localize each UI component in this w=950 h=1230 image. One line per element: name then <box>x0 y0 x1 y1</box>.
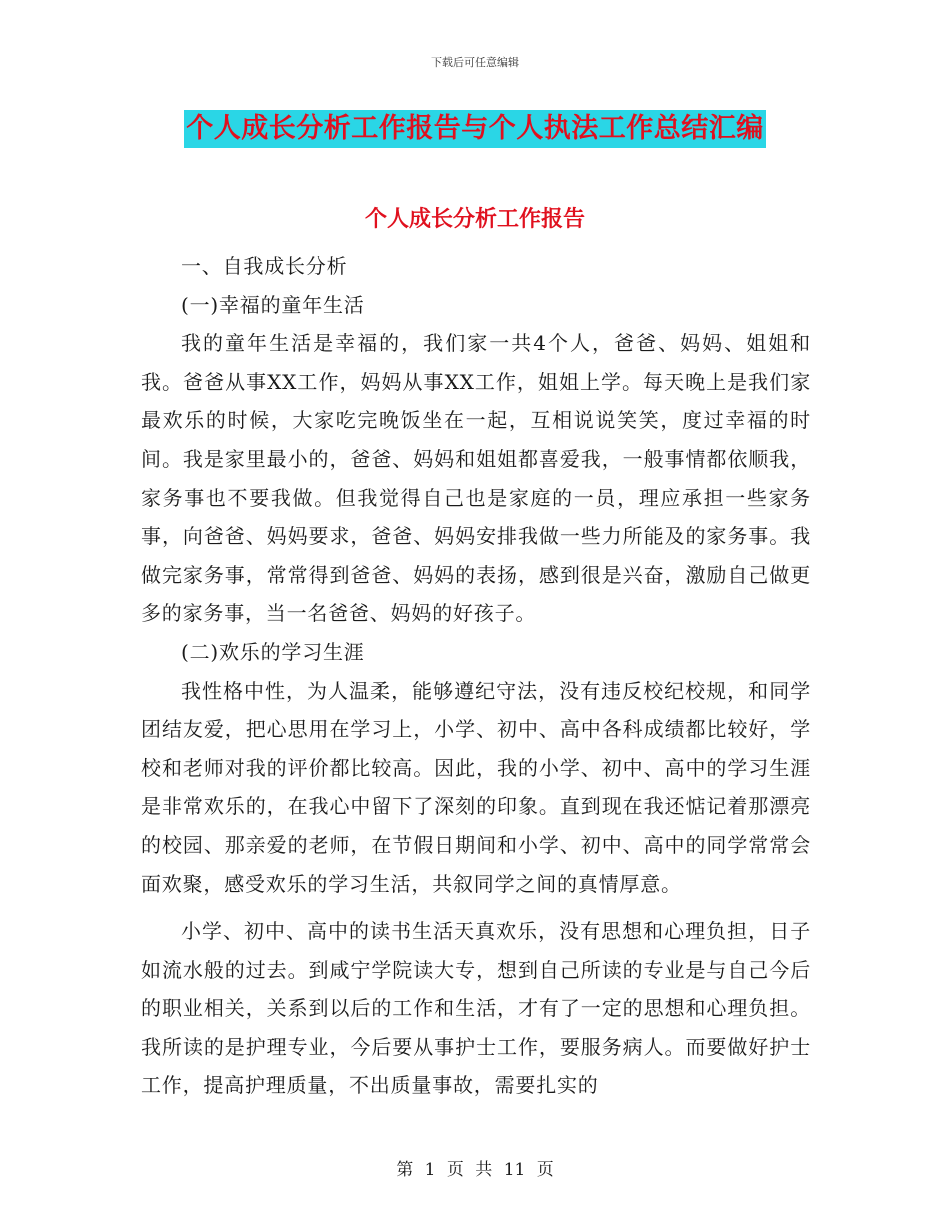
paragraph-study: 我性格中性，为人温柔，能够遵纪守法，没有违反校纪校规，和同学团结友爱，把心思用在学习上，小学、初中、高中各科成绩都比较好，学校和老师对我的评价都比较高。因此，我的小学、初中、高中的学习生涯是非常欢乐的，在我心中留下了深刻的印象。直到现在我还惦记着那漂亮的校园、那亲爱的老师，在节假日期间和小学、初中、高中的同学常常会面欢聚，感受欢乐的学习生活，共叙同学之间的真情厚意。 <box>141 678 811 896</box>
section-title: 个人成长分析工作报告 <box>364 206 585 232</box>
heading-self-growth-analysis: 一、自我成长分析 <box>181 254 348 278</box>
document-title: 个人成长分析工作报告与个人执法工作总结汇编 <box>184 110 766 148</box>
document-body <box>141 247 811 1105</box>
document-title-container <box>0 110 950 148</box>
paragraph-college: 小学、初中、高中的读书生活天真欢乐，没有思想和心理负担，日子如流水般的过去。到咸宁学院读大专，想到自己所读的专业是与自己今后的职业相关，关系到以后的工作和生活，才有了一定的思想和心理负担。我所读的是护理专业，今后要从事护士工作，要服务病人。而要做好护士工作，提高护理质量，不出质量事故，需要扎实的 <box>141 919 811 1098</box>
page-number-footer: 第 1 页 共 11 页 <box>396 1160 554 1180</box>
page-header-note: 下载后可任意编辑 <box>431 56 519 69</box>
subheading-happy-childhood: (一)幸福的童年生活 <box>181 292 365 317</box>
paragraph-childhood: 我的童年生活是幸福的，我们家一共4个人，爸爸、妈妈、姐姐和我。爸爸从事XX工作，妈妈从事XX工作，姐姐上学。每天晚上是我们家最欢乐的时候，大家吃完晚饭坐在一起，互相说说笑笑，度过幸福的时间。我是家里最小的，爸爸、妈妈和姐姐都喜爱我，一般事情都依顺我，家务事也不要我做。但我觉得自己也是家庭的一员，理应承担一些家务事，向爸爸、妈妈要求，爸爸、妈妈安排我做一些力所能及的家务事。我做完家务事，常常得到爸爸、妈妈的表扬，感到很是兴奋，激励自己做更多的家务事，当一名爸爸、妈妈的好孩子。 <box>141 331 811 626</box>
subheading-happy-study: (二)欢乐的学习生涯 <box>181 639 365 664</box>
